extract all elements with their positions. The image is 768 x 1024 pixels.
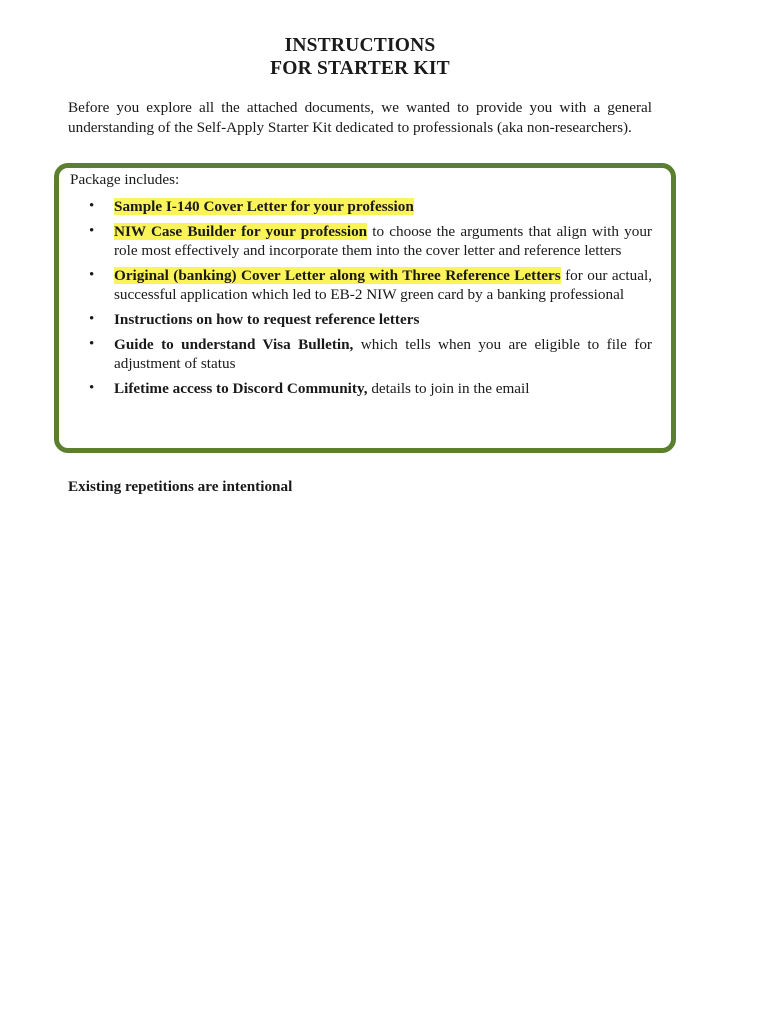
bullet-icon: • — [89, 198, 95, 214]
bullet-icon: • — [89, 223, 95, 239]
bullet-icon: • — [89, 336, 95, 352]
item-title: Lifetime access to Discord Community, — [114, 380, 368, 397]
bullet-icon: • — [89, 380, 95, 396]
footer-note: Existing repetitions are intentional — [68, 478, 293, 495]
list-item — [0, 197, 652, 216]
bullet-icon: • — [89, 267, 95, 283]
list-item — [0, 266, 652, 304]
item-title: NIW Case Builder for your profession — [114, 223, 368, 240]
item-title: Sample I-140 Cover Letter for your profession — [114, 198, 414, 215]
title-line-1: INSTRUCTIONS — [284, 35, 436, 56]
item-description: details to join in the email — [367, 380, 530, 397]
list-item — [0, 310, 652, 329]
list-item — [0, 335, 652, 373]
package-list — [0, 197, 652, 404]
item-description: which tells when you are eligible to file for adjustment of status — [114, 336, 652, 372]
package-heading: Package includes: — [70, 171, 180, 188]
item-title: Guide to understand Visa Bulletin, — [114, 336, 354, 353]
item-description: for our actual, successful application which led to EB-2 NIW green card by a banking professional — [114, 267, 652, 303]
title-line-2: FOR STARTER KIT — [270, 58, 450, 79]
list-item — [0, 379, 652, 398]
bullet-icon: • — [89, 311, 95, 327]
item-title: Instructions on how to request reference letters — [114, 311, 420, 328]
list-item — [0, 222, 652, 260]
item-description: to choose the arguments that align with your role most effectively and incorporate them into the cover letter and reference letters — [114, 223, 652, 259]
intro-paragraph: Before you explore all the attached documents, we wanted to provide you with a general understanding of the Self-Apply Starter Kit dedicated to professionals (aka non-researchers). — [68, 99, 652, 136]
item-title: Original (banking) Cover Letter along with Three Reference Letters — [114, 267, 561, 284]
page-title — [0, 34, 720, 80]
